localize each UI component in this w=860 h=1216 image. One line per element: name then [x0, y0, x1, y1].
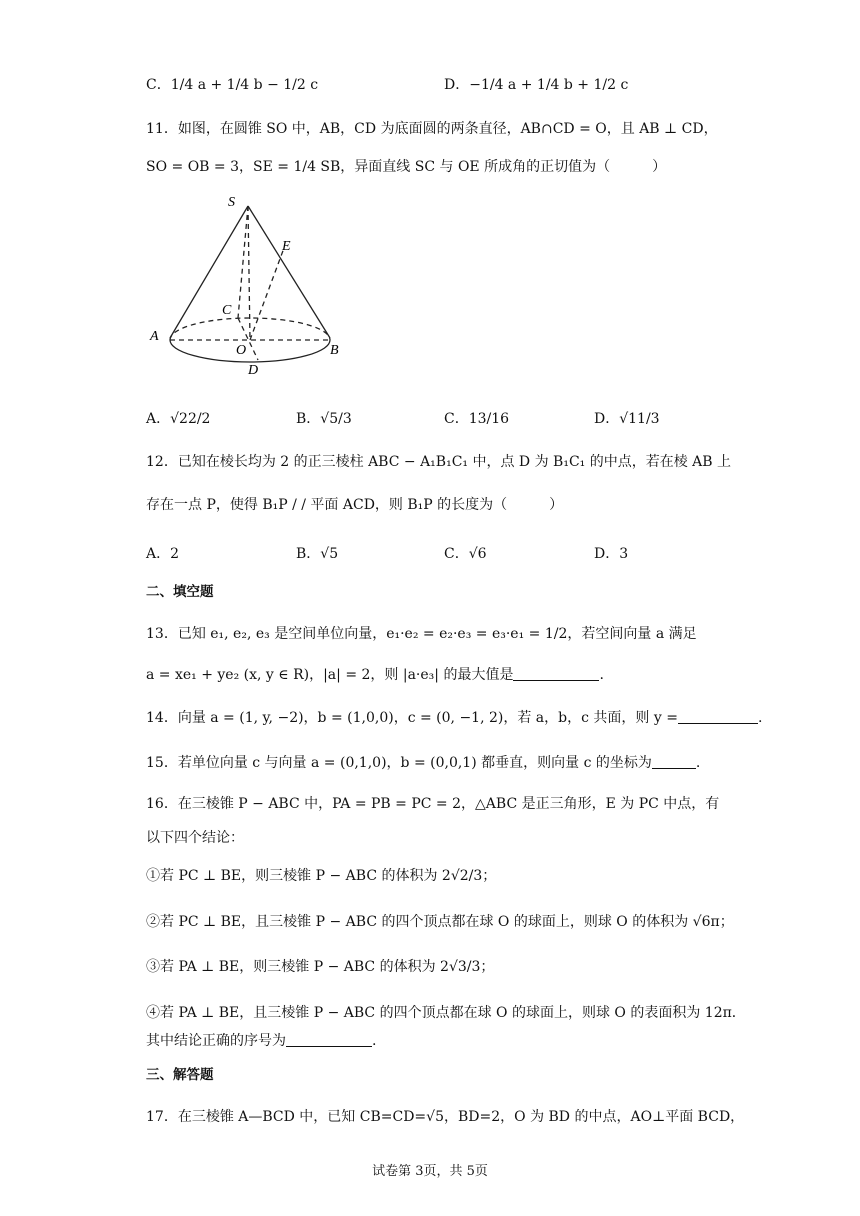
section-fill-in-title: 二、填空题 — [146, 584, 214, 600]
q12-option-d: D．3 — [594, 546, 629, 562]
q11-stem-line2: SO = OB = 3，SE = 1/4 SB，异面直线 SC 与 OE 所成角的正切值为（ ） — [146, 159, 667, 175]
label-e: E — [282, 239, 291, 254]
label-a: A — [150, 329, 159, 344]
q14-text: 14．向量 a = (1, y, −2)，b = (1,0,0)，c = (0, −1, 2)，若 a，b，c 共面，则 y = — [146, 710, 678, 726]
q10-option-d: D．−1/4 a + 1/4 b + 1/2 c — [444, 77, 629, 93]
q13-stem-line1: 13．已知 e₁, e₂, e₃ 是空间单位向量，e₁·e₂ = e₂·e₃ = e₃·e₁ = 1/2，若空间向量 a 满足 — [146, 626, 697, 642]
q13-period: . — [599, 667, 604, 683]
q16-last-line — [146, 1034, 376, 1048]
label-o: O — [236, 343, 247, 358]
section-solution-title: 三、解答题 — [146, 1067, 214, 1083]
label-s: S — [228, 195, 235, 210]
q11-option-b: B．√5/3 — [296, 411, 352, 427]
q16-answer-blank[interactable] — [286, 1046, 372, 1047]
q14-answer-blank[interactable] — [678, 723, 758, 724]
q11-stem-line1: 11．如图，在圆锥 SO 中，AB，CD 为底面圆的两条直径，AB∩CD = O，且 AB ⊥ CD， — [146, 121, 718, 137]
segment-sc — [238, 206, 248, 318]
q12-option-a: A．2 — [146, 546, 180, 562]
q12-stem-line1: 12．已知在棱长均为 2 的正三棱柱 ABC − A₁B₁C₁ 中，点 D 为 B₁C₁ 的中点，若在棱 AB 上 — [146, 454, 732, 470]
q16-period: . — [372, 1033, 377, 1049]
q11-option-d: D．√11/3 — [594, 411, 660, 427]
q16-conclusion-3: ③若 PA ⊥ BE，则三棱锥 P − ABC 的体积为 2√3/3； — [146, 959, 495, 975]
q12-option-b: B．√5 — [296, 546, 339, 562]
q16-conclusion-1: ①若 PC ⊥ BE，则三棱锥 P − ABC 的体积为 2√2/3； — [146, 868, 497, 884]
q12-option-c: C．√6 — [444, 546, 487, 562]
q13-text: a = xe₁ + ye₂ (x, y ∈ R)，|a| = 2，则 |a·e₃| 的最大值是 — [146, 667, 514, 683]
q12-stem-line2: 存在一点 P，使得 B₁P / / 平面 ACD，则 B₁P 的长度为（ ） — [146, 497, 564, 513]
label-b: B — [330, 343, 339, 358]
label-d: D — [248, 363, 259, 378]
q15-answer-blank[interactable] — [652, 768, 696, 769]
label-c: C — [222, 303, 232, 318]
q15-stem — [146, 756, 700, 770]
q16-conclusion-4: ④若 PA ⊥ BE，且三棱锥 P − ABC 的四个顶点都在球 O 的球面上，则球 O 的表面积为 12π． — [146, 1005, 746, 1021]
q14-stem — [146, 711, 762, 725]
q16-text: 其中结论正确的序号为 — [146, 1033, 286, 1049]
q11-option-c: C．13/16 — [444, 411, 510, 427]
q10-option-c: C．1/4 a + 1/4 b − 1/2 c — [146, 77, 319, 93]
q13-stem-line2 — [146, 668, 604, 682]
q16-stem-line2: 以下四个结论： — [146, 830, 244, 846]
q17-stem-line1: 17．在三棱锥 A—BCD 中，已知 CB=CD=√5，BD=2，O 为 BD 的中点，AO⊥平面 BCD， — [146, 1109, 745, 1125]
q16-stem-line1: 16．在三棱锥 P − ABC 中，PA = PB = PC = 2，△ABC 是正三角形，E 为 PC 中点，有 — [146, 796, 720, 812]
cone-figure — [146, 192, 346, 378]
q13-answer-blank[interactable] — [513, 680, 599, 681]
q14-period: . — [757, 710, 763, 726]
q11-option-a: A．√22/2 — [146, 411, 211, 427]
generatrix-sb — [248, 206, 330, 338]
q15-period: . — [695, 755, 701, 771]
page-footer: 试卷第 3页，共 5页 — [372, 1164, 488, 1179]
q15-text: 15．若单位向量 c 与向量 a = (0,1,0)，b = (0,0,1) 都垂直，则向量 c 的坐标为 — [146, 755, 652, 771]
segment-oe — [250, 248, 284, 340]
height-so — [248, 206, 250, 340]
q16-conclusion-2: ②若 PC ⊥ BE，且三棱锥 P − ABC 的四个顶点都在球 O 的球面上，则球 O 的体积为 √6π； — [146, 914, 734, 930]
